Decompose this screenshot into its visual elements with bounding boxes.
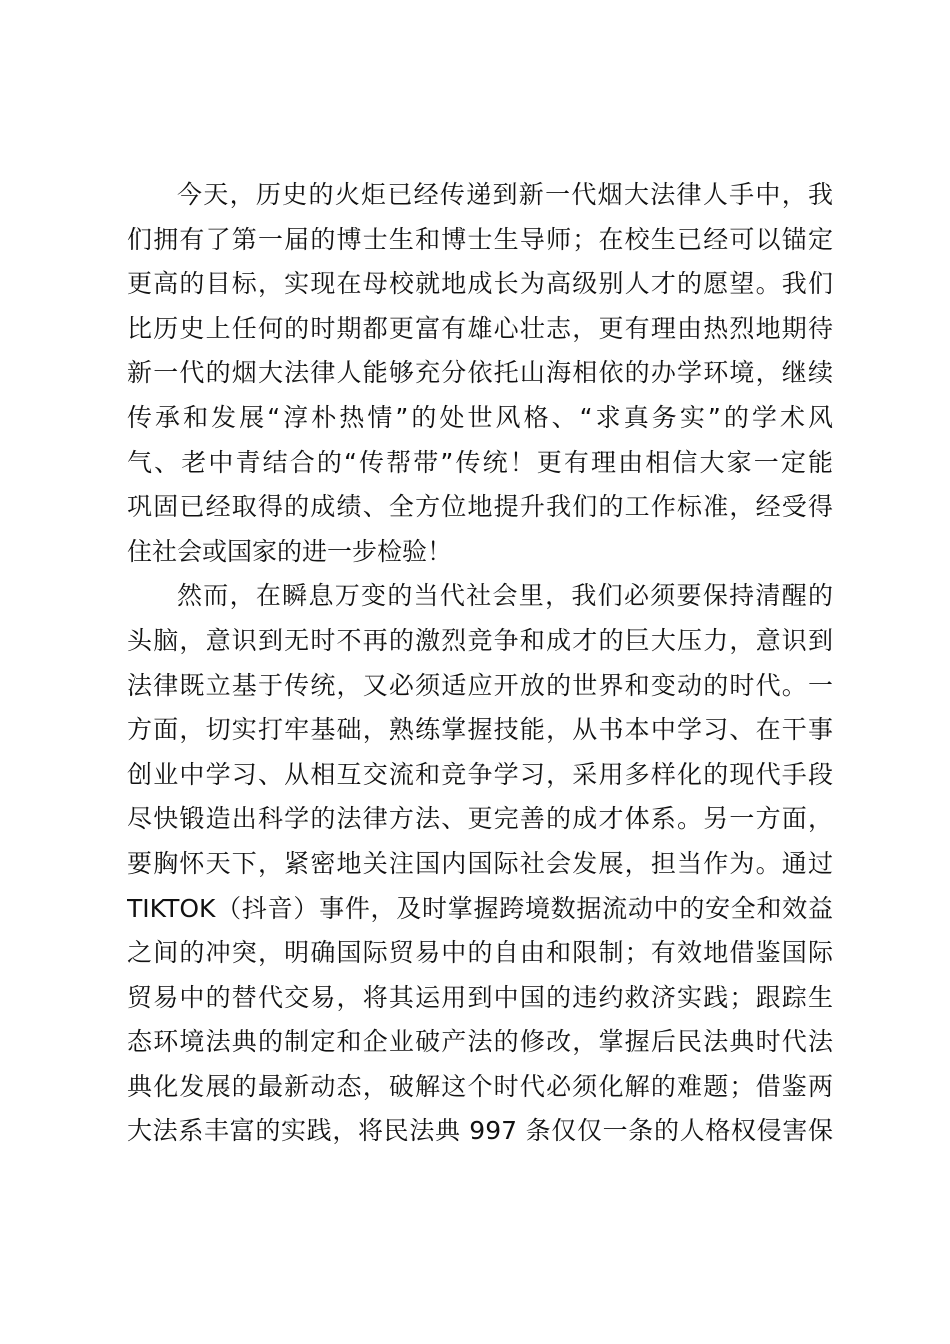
text-line: 态环境法典的制定和企业破产法的修改，掌握后民法典时代法 [127, 1027, 833, 1057]
text-line: 住社会或国家的进一步检验！ [127, 536, 453, 566]
paragraph-1 [127, 173, 833, 574]
text-line: 比历史上任何的时期都更富有雄心壮志，更有理由热烈地期待 [127, 313, 833, 343]
text-line: 大法系丰富的实践，将民法典 997 条仅仅一条的人格权侵害保 [127, 1116, 833, 1146]
text-line: 巩固已经取得的成绩、全方位地提升我们的工作标准，经受得 [127, 492, 833, 522]
text-line: 头脑，意识到无时不再的激烈竞争和成才的巨大压力，意识到 [127, 625, 833, 655]
text-line: 贸易中的替代交易，将其运用到中国的违约救济实践；跟踪生 [127, 982, 833, 1012]
text-line: TIKTOK（抖音）事件，及时掌握跨境数据流动中的安全和效益 [127, 893, 833, 923]
text-line: 今天，历史的火炬已经传递到新一代烟大法律人手中，我 [177, 180, 833, 209]
text-line: 尽快锻造出科学的法律方法、更完善的成才体系。另一方面， [127, 804, 833, 834]
text-line: 之间的冲突，明确国际贸易中的自由和限制；有效地借鉴国际 [127, 938, 833, 968]
text-line: 然而，在瞬息万变的当代社会里，我们必须要保持清醒的 [177, 581, 833, 611]
text-line: 更高的目标，实现在母校就地成长为高级别人才的愿望。我们 [127, 269, 833, 299]
text-line: 要胸怀天下，紧密地关注国内国际社会发展，担当作为。通过 [127, 848, 833, 878]
text-line: 气、老中青结合的“传帮带”传统！更有理由相信大家一定能 [127, 447, 833, 477]
text-line: 传承和发展“淳朴热情”的处世风格、“求真务实”的学术风 [127, 402, 833, 432]
text-line: 新一代的烟大法律人能够充分依托山海相依的办学环境，继续 [127, 358, 833, 388]
text-line: 方面，切实打牢基础，熟练掌握技能，从书本中学习、在干事 [127, 715, 833, 745]
document-body [127, 173, 833, 1154]
text-line: 创业中学习、从相互交流和竞争学习，采用多样化的现代手段 [127, 759, 833, 789]
text-line: 们拥有了第一届的博士生和博士生导师；在校生已经可以锚定 [127, 224, 833, 254]
text-line: 典化发展的最新动态，破解这个时代必须化解的难题；借鉴两 [127, 1071, 833, 1101]
paragraph-2 [127, 574, 833, 1154]
text-line: 法律既立基于传统，又必须适应开放的世界和变动的时代。一 [127, 670, 833, 700]
